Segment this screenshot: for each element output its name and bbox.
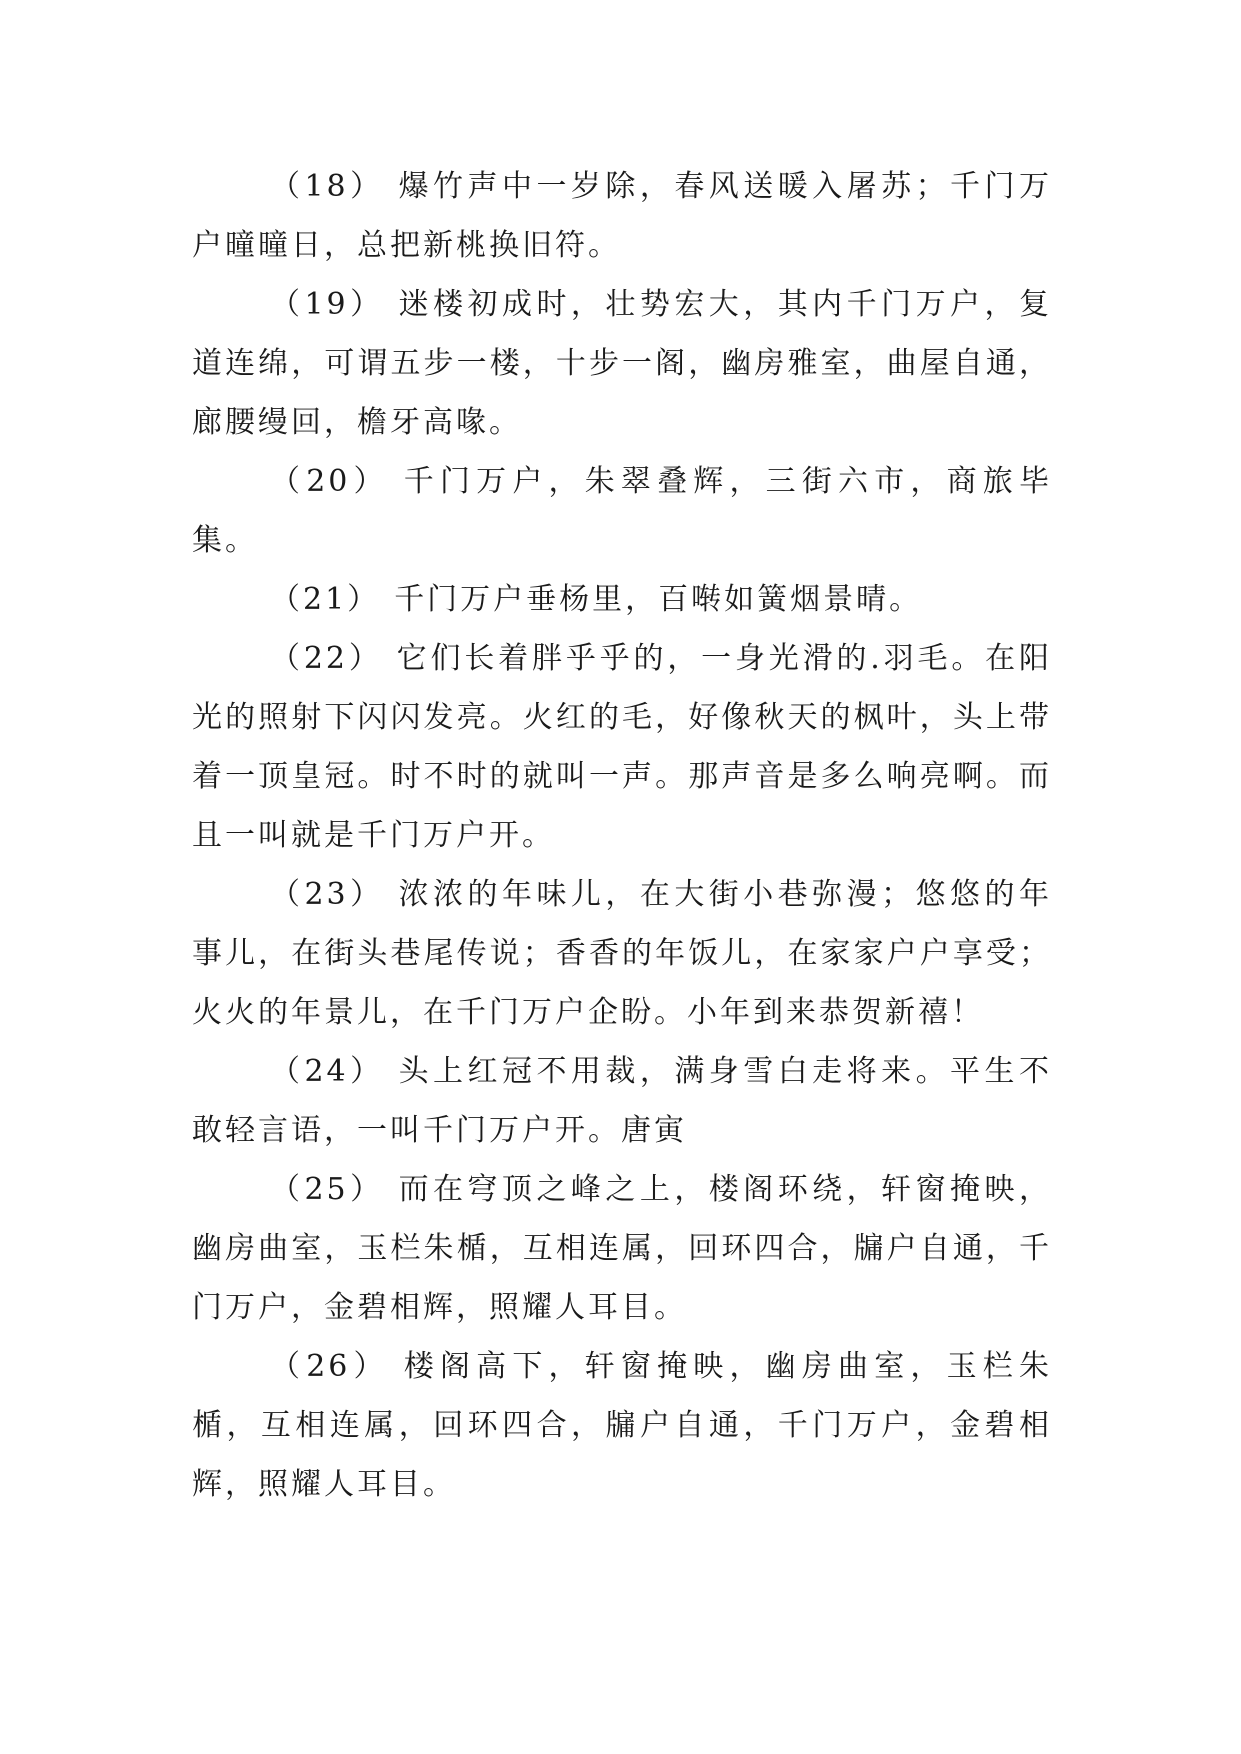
paragraph-number: （22） (270, 641, 383, 676)
paragraph-number: （23） (270, 877, 385, 912)
paragraph-number: （19） (270, 287, 385, 322)
paragraph-22 (192, 629, 1052, 865)
paragraph-19 (192, 275, 1052, 452)
paragraph-text: 迷楼初成时，壮势宏大，其内千门万户，复道连绵，可谓五步一楼，十步一阁，幽房雅室，曲屋自通，廊腰缦回，檐牙高喙。 (192, 287, 1052, 440)
paragraph-text: 千门万户，朱翠叠辉，三街六市，商旅毕集。 (192, 464, 1052, 558)
paragraph-number: （21） (270, 582, 381, 617)
paragraph-text: 头上红冠不用裁，满身雪白走将来。平生不敢轻言语，一叫千门万户开。唐寅 (192, 1054, 1052, 1148)
document-page (192, 157, 1052, 1514)
paragraph-text: 而在穹顶之峰之上，楼阁环绕，轩窗掩映，幽房曲室，玉栏朱楯，互相连属，回环四合，牖户自通，千门万户，金碧相辉，照耀人耳目。 (192, 1172, 1052, 1325)
paragraph-text: 它们长着胖乎乎的，一身光滑的.羽毛。在阳光的照射下闪闪发亮。火红的毛，好像秋天的枫叶，头上带着一顶皇冠。时不时的就叫一声。那声音是多么响亮啊。而且一叫就是千门万户开。 (192, 641, 1052, 853)
paragraph-18 (192, 157, 1052, 275)
paragraph-text: 楼阁高下，轩窗掩映，幽房曲室，玉栏朱楯，互相连属，回环四合，牖户自通，千门万户，金碧相辉，照耀人耳目。 (192, 1349, 1052, 1502)
paragraph-text: 浓浓的年味儿，在大街小巷弥漫；悠悠的年事儿，在街头巷尾传说；香香的年饭儿，在家家户户享受；火火的年景儿，在千门万户企盼。小年到来恭贺新禧！ (192, 877, 1052, 1030)
paragraph-26 (192, 1337, 1052, 1514)
paragraph-number: （24） (270, 1054, 385, 1089)
paragraph-number: （18） (270, 169, 385, 204)
paragraph-number: （20） (270, 464, 390, 499)
paragraph-text: 千门万户垂杨里，百啭如簧烟景晴。 (394, 582, 923, 617)
paragraph-20 (192, 452, 1052, 570)
paragraph-25 (192, 1160, 1052, 1337)
paragraph-number: （26） (270, 1349, 390, 1384)
paragraph-21 (192, 570, 1052, 629)
paragraph-number: （25） (270, 1172, 385, 1207)
paragraph-24 (192, 1042, 1052, 1160)
paragraph-23 (192, 865, 1052, 1042)
paragraph-text: 爆竹声中一岁除，春风送暖入屠苏；千门万户曈曈日，总把新桃换旧符。 (192, 169, 1052, 263)
